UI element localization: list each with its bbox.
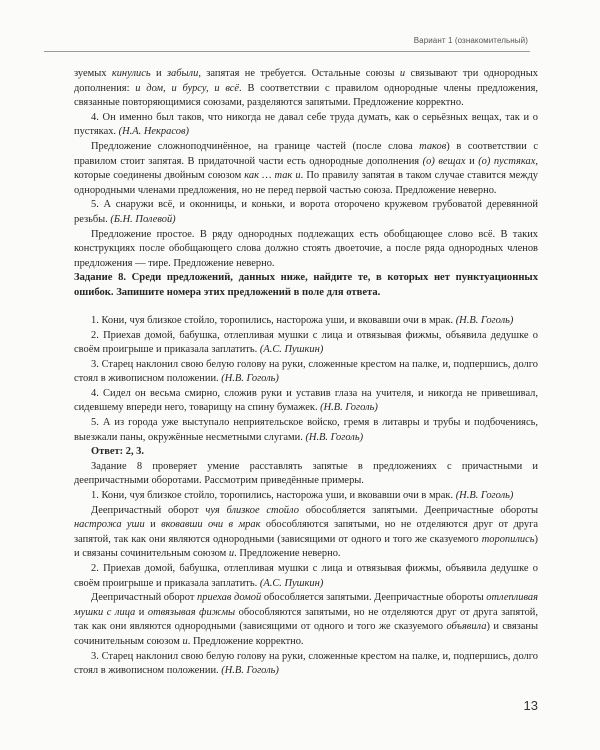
example-sentence-5: 5. А снаружи всё, и оконницы, и коньки, и ворота оторочено кружевом грубоватой деревянной резьбы. (Б.Н. Полевой)	[74, 199, 538, 225]
page-content	[74, 67, 538, 679]
explanation-paragraph-1: Деепричастный оборот чуя близкое стойло обособляется запятыми. Деепричастные обороты настрожа уши и вковавши очи в мрак обособляются запятыми, но не отделяются друг от друга запятой, так как они являются однородными (зависящими от одного и того же сказуемого торопились) и связаны сочинительным союзом и. Предложение неверно.	[74, 504, 539, 560]
source-attribution: (Н.А. Некрасов)	[118, 126, 189, 138]
explanation-example-1: 1. Кони, чуя близкое стойло, торопились, насторожа уши, и вковавши очи в мрак. (Н.В. Гоголь)	[91, 490, 514, 502]
explanation-example-3: 3. Старец наклонил свою белую голову на руки, сложенные крестом на палке, и, подпершись, долго стоял в живописном положении. (Н.В. Гоголь)	[74, 650, 538, 677]
paragraph-explanation-4: Предложение сложноподчинённое, на границе частей (после слова таков) в соответствии с правилом стоит запятая. В придаточной части есть однородные дополнения (о) вещах и (о) пустяках, которые соединены двойным союзом как … так и. По правилу запятая в таком случае ставится между однородными членами предложения, но не перед первой частью союза. Предложение неверно.	[74, 140, 539, 196]
list-item: 3. Старец наклонил свою белую голову на руки, сложенные крестом на палке, и, подпершись, долго стоял в живописном положении. (Н.В. Гоголь)	[74, 358, 538, 385]
source-attribution: (Б.Н. Полевой)	[110, 213, 176, 225]
example-sentence-4: 4. Он именно был таков, что никогда не давал себе труда думать, как о серьёзных вещах, так и о пустяках. (Н.А. Некрасов)	[74, 111, 538, 138]
list-item: 1. Кони, чуя близкое стойло, торопились, насторожа уши, и вковавши очи в мрак. (Н.В. Гоголь)	[91, 314, 514, 326]
explanation-example-2: 2. Приехав домой, бабушка, отлепливая мушки с лица и отвязывая фижмы, объявила дедушке о своём проигрыше и приказала заплатить. (А.С. Пушкин)	[74, 563, 538, 589]
task-8-answer: Ответ: 2, 3.	[91, 446, 144, 458]
list-item: 4. Сидел он весьма смирно, сложив руки и уставив глаза на учителя, и никогда не привешивал, сидевшему впереди него, товарищу на спину бумажек. (Н.В. Гоголь)	[74, 387, 538, 414]
task-8-title: Задание 8. Среди предложений, данных ниже, найдите те, в которых нет пунктуационных ошибок. Запишите номера этих предложений в поле для ответа.	[74, 272, 538, 299]
task-8-sentence-list	[74, 314, 538, 445]
list-item: 5. А из города уже выступало неприятельское войско, гремя в литавры и трубы и подбочениясь, выезжали паны, окружённые несметными слугами. (Н.В. Гоголь)	[74, 417, 538, 443]
paragraph-explanation-5: Предложение простое. В ряду однородных подлежащих есть обобщающее слово всё. В таких конструкциях после обобщающего слова должно стоять двоеточие, а после ряда однородных членов предложения — тире. Предложение неверно.	[74, 228, 538, 269]
explanation-intro: Задание 8 проверяет умение расставлять запятые в предложениях с причастными и деепричастными оборотами. Рассмотрим приведённые примеры.	[74, 460, 538, 487]
page-header	[44, 34, 530, 52]
paragraph-explanation-3: зуемых кинулись и забыли, запятая не требуется. Остальные союзы и связывают три однородных дополнения: и дом, и бурсу, и всё. В соответствии с правилом однородные члены предложения, связанные повторяющимися союзами, разделяются запятыми. Предложение корректно.	[74, 68, 539, 109]
explanation-paragraph-2: Деепричастный оборот приехав домой обособляется запятыми. Деепричастные обороты отлепливая мушки с лица и отвязывая фижмы обособляются запятыми, но не отделяются друг от друга запятой, так как они являются однородными (зависящими от одного и того же сказуемого объявила) и связаны сочинительным союзом и. Предложение корректно.	[74, 592, 539, 647]
variant-header-title: Вариант 1 (ознакомительный)	[413, 36, 528, 45]
page-number: 13	[523, 698, 538, 713]
list-item: 2. Приехав домой, бабушка, отлепливая мушки с лица и отвязывая фижмы, объявила дедушке о своём проигрыше и приказала заплатить. (А.С. Пушкин)	[74, 329, 538, 356]
